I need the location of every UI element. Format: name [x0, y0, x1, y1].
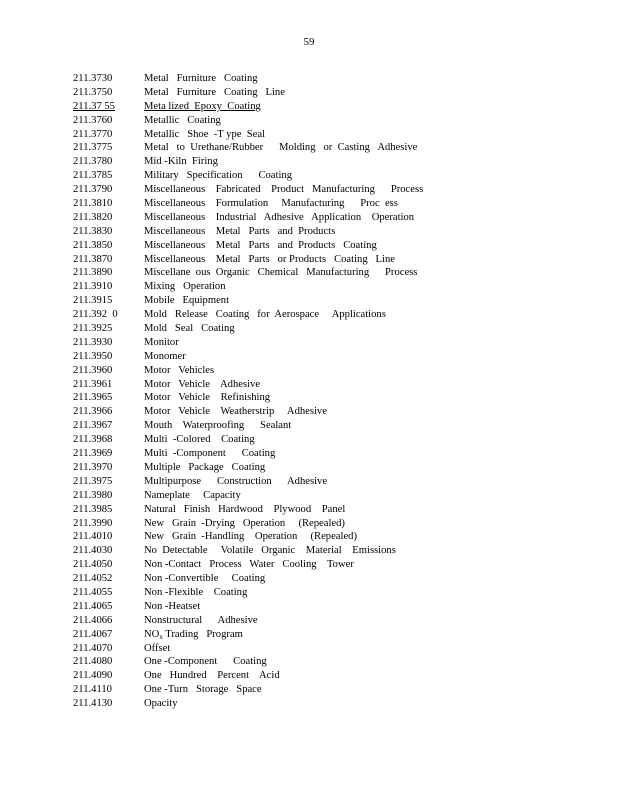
definition-term: New Grain -Handling Operation (Repealed) — [144, 531, 357, 543]
list-item — [73, 517, 553, 531]
section-code: 211.3925 — [73, 323, 113, 335]
list-item — [73, 253, 553, 267]
list-item — [73, 225, 553, 239]
term-text: NO — [144, 628, 160, 640]
page-number: 59 — [303, 36, 315, 48]
list-item — [73, 239, 553, 253]
list-item — [73, 586, 553, 600]
list-item — [73, 614, 553, 628]
list-item — [73, 114, 553, 128]
section-code: 211.3890 — [73, 267, 113, 279]
list-item — [73, 280, 553, 294]
list-item — [73, 350, 553, 364]
definition-term: Multipurpose Construction Adhesive — [144, 475, 328, 487]
definition-term: Monomer — [144, 350, 186, 362]
section-code: 211.3990 — [73, 517, 113, 529]
definition-term: Miscellaneous Metal Parts or Products Coating Line — [144, 253, 395, 265]
section-code: 211.4110 — [73, 684, 112, 696]
list-item — [73, 628, 553, 642]
section-code: 211.3985 — [73, 503, 113, 515]
definition-term: Miscellaneous Metal Parts and Products — [144, 225, 336, 237]
definition-term: Natural Finish Hardwood Plywood Panel — [144, 503, 346, 515]
definition-term — [144, 628, 243, 642]
list-item — [73, 308, 553, 322]
section-code: 211.3930 — [73, 336, 113, 348]
definition-term: Metal Furniture Coating — [144, 73, 258, 84]
section-code: 211.4010 — [73, 531, 113, 543]
definition-term: Miscellane ous Organic Chemical Manufacturing Process — [144, 267, 418, 279]
list-item — [73, 391, 553, 405]
definition-term: Metallic Shoe -T ype Seal — [144, 128, 266, 140]
definition-term: Non -Heatset — [144, 600, 201, 612]
definition-term: One -Component Coating — [144, 656, 267, 668]
section-code: 211.3970 — [73, 461, 113, 473]
definition-term: Metal Furniture Coating Line — [144, 86, 285, 98]
section-code: 211.3975 — [73, 475, 113, 487]
list-item — [73, 128, 553, 142]
definition-term: Meta lized Epoxy Coating — [144, 100, 261, 112]
list-item — [73, 600, 553, 614]
section-code: 211.3980 — [73, 489, 113, 501]
section-code: 211.3950 — [73, 350, 113, 362]
section-code: 211.3969 — [73, 448, 113, 460]
definition-term: Metal to Urethane/Rubber Molding or Casting Adhesive — [144, 142, 418, 154]
section-code: 211.3790 — [73, 184, 113, 196]
definition-term: No Detectable Volatile Organic Material Emissions — [144, 545, 396, 557]
definition-term: Nonstructural Adhesive — [144, 614, 258, 626]
list-item — [73, 266, 553, 280]
section-code: 211.3850 — [73, 239, 113, 251]
section-code: 211.4055 — [73, 586, 113, 598]
section-code: 211.3830 — [73, 225, 113, 237]
section-code: 211.3968 — [73, 434, 113, 446]
definition-term: Multiple Package Coating — [144, 461, 266, 473]
definition-term: Nameplate Capacity — [144, 489, 241, 501]
definitions-list — [73, 72, 553, 711]
section-code: 211.3770 — [73, 128, 113, 140]
definition-term: Miscellaneous Formulation Manufacturing Proc ess — [144, 198, 398, 210]
list-item — [73, 475, 553, 489]
list-item — [73, 364, 553, 378]
definition-term: Mouth Waterproofing Sealant — [144, 420, 292, 432]
list-item — [73, 489, 553, 503]
section-code: 211.4030 — [73, 545, 113, 557]
list-item — [73, 72, 553, 86]
section-code: 211.3967 — [73, 420, 113, 432]
definition-term: Mixing Operation — [144, 281, 226, 293]
list-item — [73, 336, 553, 350]
term-text-after: Trading Program — [162, 628, 243, 640]
definition-term: Non -Flexible Coating — [144, 586, 248, 598]
definition-term: Motor Vehicle Refinishing — [144, 392, 271, 404]
list-item — [73, 405, 553, 419]
section-code: 211.3961 — [73, 378, 113, 390]
definition-term: One Hundred Percent Acid — [144, 670, 280, 682]
section-code: 211.4052 — [73, 573, 113, 585]
section-code: 211.4090 — [73, 670, 113, 682]
definition-term: New Grain -Drying Operation (Repealed) — [144, 517, 345, 529]
list-item — [73, 378, 553, 392]
list-item — [73, 183, 553, 197]
list-item — [73, 197, 553, 211]
definition-term: Mold Seal Coating — [144, 323, 235, 335]
section-code: 211.4065 — [73, 600, 113, 612]
list-item — [73, 294, 553, 308]
definition-term: Miscellaneous Industrial Adhesive Application Operation — [144, 211, 415, 223]
list-item — [73, 100, 553, 114]
list-item — [73, 86, 553, 100]
section-code: 211.3966 — [73, 406, 113, 418]
list-item — [73, 141, 553, 155]
list-item — [73, 447, 553, 461]
section-code: 211.4067 — [73, 628, 113, 640]
definition-term: Motor Vehicles — [144, 364, 215, 376]
definition-term: Motor Vehicle Adhesive — [144, 378, 261, 390]
definition-term: Mold Release Coating for Aerospace Applications — [144, 309, 386, 321]
list-item — [73, 461, 553, 475]
definition-term: Multi -Colored Coating — [144, 434, 255, 446]
list-item — [73, 544, 553, 558]
list-item — [73, 211, 553, 225]
section-code: 211.37 55 — [73, 100, 115, 112]
section-code: 211.4050 — [73, 559, 113, 571]
section-code: 211.3870 — [73, 253, 113, 265]
subscript: x — [159, 632, 163, 641]
definition-term: Non -Convertible Coating — [144, 573, 266, 585]
section-code: 211.4070 — [73, 642, 113, 654]
list-item — [73, 697, 553, 711]
definition-term: Metallic Coating — [144, 114, 221, 126]
list-item — [73, 642, 553, 656]
definition-term: Mid -Kiln Firing — [144, 156, 218, 168]
list-item — [73, 419, 553, 433]
section-code: 211.3810 — [73, 198, 113, 210]
section-code: 211.4130 — [73, 698, 113, 710]
definition-term: Opacity — [144, 698, 178, 710]
definition-term: Monitor — [144, 336, 179, 348]
list-item — [73, 322, 553, 336]
list-item — [73, 669, 553, 683]
list-item — [73, 655, 553, 669]
section-code: 211.3910 — [73, 281, 113, 293]
section-code: 211.3780 — [73, 156, 113, 168]
section-code: 211.3960 — [73, 364, 113, 376]
section-code: 211.3730 — [73, 73, 113, 84]
section-code: 211.3750 — [73, 86, 113, 98]
list-item — [73, 155, 553, 169]
definition-term: Non -Contact Process Water Cooling Tower — [144, 559, 354, 571]
list-item — [73, 169, 553, 183]
definition-term: Mobile Equipment — [144, 295, 230, 307]
list-item — [73, 503, 553, 517]
section-code: 211.392 0 — [73, 309, 118, 321]
section-code: 211.3760 — [73, 114, 113, 126]
definition-term: Military Specification Coating — [144, 170, 292, 182]
section-code: 211.4066 — [73, 614, 113, 626]
section-code: 211.3915 — [73, 295, 113, 307]
list-item — [73, 683, 553, 697]
list-item — [73, 530, 553, 544]
section-code: 211.3820 — [73, 211, 113, 223]
list-item — [73, 558, 553, 572]
section-code: 211.3965 — [73, 392, 113, 404]
section-code: 211.3785 — [73, 170, 113, 182]
section-code: 211.4080 — [73, 656, 113, 668]
list-item — [73, 572, 553, 586]
definition-term: Multi -Component Coating — [144, 448, 276, 460]
definition-term: One -Turn Storage Space — [144, 684, 262, 696]
definition-term: Miscellaneous Fabricated Product Manufacturing Process — [144, 184, 424, 196]
definition-term: Motor Vehicle Weatherstrip Adhesive — [144, 406, 327, 418]
definition-term: Offset — [144, 642, 171, 654]
list-item — [73, 433, 553, 447]
section-code: 211.3775 — [73, 142, 113, 154]
definition-term: Miscellaneous Metal Parts and Products Coating — [144, 239, 377, 251]
